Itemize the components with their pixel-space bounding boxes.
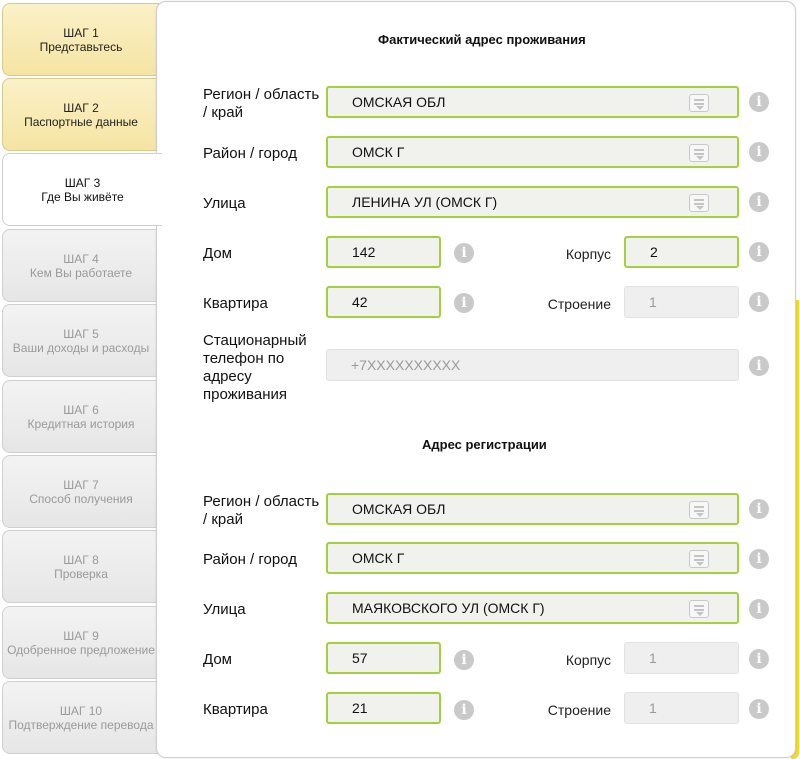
reg-region-select[interactable]	[326, 493, 739, 525]
info-icon[interactable]: i	[749, 92, 769, 112]
reg-flat-input[interactable]	[326, 692, 441, 724]
selected-value: ОМСК Г	[352, 550, 405, 566]
actual-street-select[interactable]	[326, 186, 739, 218]
info-icon[interactable]: i	[749, 292, 769, 312]
input-placeholder: +7XXXXXXXXXX	[351, 357, 461, 373]
step-title: Кредитная история	[27, 416, 135, 431]
dropdown-list-icon[interactable]	[689, 501, 709, 519]
region-label: Регион / область / край	[203, 86, 320, 121]
info-icon[interactable]: i	[749, 599, 769, 619]
step-number: ШАГ 7	[63, 477, 99, 492]
input-value: 57	[352, 650, 368, 666]
dropdown-list-icon[interactable]	[689, 144, 709, 162]
step-title: Проверка	[54, 566, 108, 581]
flat-label: Квартира	[203, 701, 268, 718]
input-placeholder: 1	[649, 700, 657, 716]
input-placeholder: 1	[649, 650, 657, 666]
registration-address-title: Адрес регистрации	[422, 437, 547, 452]
info-icon[interactable]: i	[749, 499, 769, 519]
reg-korpus-input[interactable]	[624, 642, 739, 674]
selected-value: ЛЕНИНА УЛ (ОМСК Г)	[352, 194, 498, 210]
korpus-label: Корпус	[565, 246, 611, 262]
reg-city-select[interactable]	[326, 542, 739, 574]
street-label: Улица	[203, 195, 246, 212]
selected-value: ОМСКАЯ ОБЛ	[352, 94, 446, 110]
dropdown-list-icon[interactable]	[689, 94, 709, 112]
step-number: ШАГ 5	[63, 326, 99, 341]
step-title: Способ получения	[29, 491, 133, 506]
step-number: ШАГ 9	[63, 628, 99, 643]
info-icon[interactable]: i	[749, 142, 769, 162]
step-10	[2, 681, 159, 754]
info-icon[interactable]: i	[749, 242, 769, 262]
selected-value: МАЯКОВСКОГО УЛ (ОМСК Г)	[352, 600, 545, 616]
step-number: ШАГ 4	[63, 251, 99, 266]
step-title: Представьтесь	[39, 39, 123, 54]
info-icon[interactable]: i	[749, 699, 769, 719]
info-icon[interactable]: i	[749, 192, 769, 212]
house-label: Дом	[203, 245, 232, 262]
selected-value: ОМСК Г	[352, 144, 405, 160]
reg-house-input[interactable]	[326, 642, 441, 674]
info-icon[interactable]: i	[454, 650, 474, 670]
city-label: Район / город	[203, 145, 297, 162]
info-icon[interactable]: i	[454, 293, 474, 313]
info-icon[interactable]: i	[749, 649, 769, 669]
actual-house-input[interactable]	[326, 236, 441, 268]
step-6	[2, 380, 159, 453]
step-number: ШАГ 2	[63, 100, 99, 115]
step-title: Ваши доходы и расходы	[12, 340, 150, 355]
dropdown-list-icon[interactable]	[689, 550, 709, 568]
step-3[interactable]	[2, 153, 162, 226]
actual-address-title: Фактический адрес проживания	[378, 32, 586, 47]
step-4	[2, 229, 159, 302]
step-number: ШАГ 8	[63, 552, 99, 567]
step-title: Одобренное предложение	[7, 642, 155, 657]
info-icon[interactable]: i	[749, 549, 769, 569]
house-label: Дом	[203, 651, 232, 668]
input-value: 42	[352, 294, 368, 310]
step-7	[2, 455, 159, 528]
input-value: 142	[352, 244, 376, 260]
form-panel	[156, 1, 796, 758]
step-title: Подтверждение перевода	[8, 717, 154, 732]
input-value: 2	[650, 244, 658, 260]
actual-city-select[interactable]	[326, 136, 739, 168]
actual-korpus-input[interactable]	[624, 236, 739, 268]
dropdown-list-icon[interactable]	[689, 194, 709, 212]
step-title: Где Вы живёте	[41, 189, 124, 204]
step-9	[2, 606, 159, 679]
info-icon[interactable]: i	[749, 356, 769, 376]
actual-region-select[interactable]	[326, 86, 739, 118]
city-label: Район / город	[203, 551, 297, 568]
korpus-label: Корпус	[565, 652, 611, 668]
step-number: ШАГ 10	[59, 703, 103, 718]
reg-building-input[interactable]	[624, 692, 739, 724]
step-title: Кем Вы работаете	[29, 265, 133, 280]
building-label: Строение	[547, 296, 611, 312]
reg-street-select[interactable]	[326, 592, 739, 624]
region-label: Регион / область / край	[203, 493, 320, 528]
actual-flat-input[interactable]	[326, 286, 441, 318]
info-icon[interactable]: i	[454, 243, 474, 263]
flat-label: Квартира	[203, 295, 268, 312]
step-2[interactable]	[2, 78, 159, 151]
street-label: Улица	[203, 601, 246, 618]
selected-value: ОМСКАЯ ОБЛ	[352, 501, 446, 517]
step-1[interactable]	[2, 3, 159, 76]
step-title: Паспортные данные	[24, 114, 138, 129]
input-value: 21	[352, 700, 368, 716]
step-number: ШАГ 1	[63, 25, 99, 40]
phone-label: Стационарный телефон по адресу проживания	[203, 332, 307, 403]
step-number: ШАГ 6	[63, 402, 99, 417]
step-5	[2, 304, 159, 377]
step-8	[2, 530, 159, 603]
input-placeholder: 1	[649, 294, 657, 310]
dropdown-list-icon[interactable]	[689, 600, 709, 618]
info-icon[interactable]: i	[454, 700, 474, 720]
step-number: ШАГ 3	[64, 175, 101, 190]
building-label: Строение	[547, 702, 611, 718]
actual-phone-input[interactable]	[326, 349, 739, 381]
actual-building-input[interactable]	[624, 286, 739, 318]
